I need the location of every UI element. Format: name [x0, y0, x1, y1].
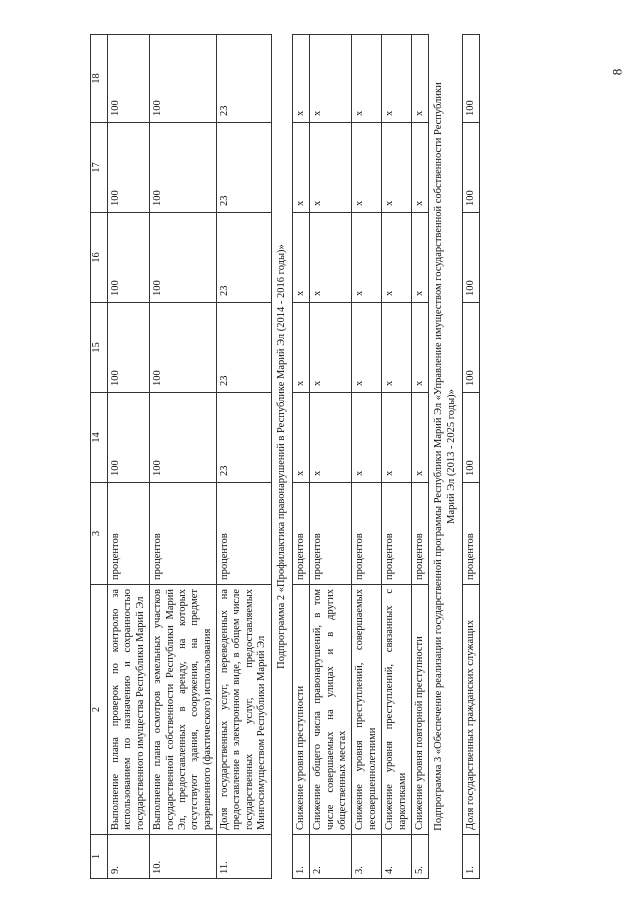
indicator-name: Доля государственных услуг, переведенных на предоставление в электронном виде, в общем числе государственных услуг, предоставляемых Мингосимуществом Республики Марий Эл — [217, 585, 272, 835]
value-cell-14: x — [352, 393, 382, 483]
row-number: 4. — [382, 835, 412, 879]
value-cell-17: x — [310, 123, 352, 213]
unit-cell: процентов — [217, 483, 272, 585]
indicator-name: Снижение уровня преступлений, связанных с наркотиками — [382, 585, 412, 835]
row-number: 9. — [108, 835, 150, 879]
unit-cell: процентов — [108, 483, 150, 585]
value-cell-16: x — [352, 213, 382, 303]
header-row — [91, 35, 108, 879]
subprogram-heading-row — [429, 35, 463, 879]
table-row — [382, 35, 412, 879]
row-number: 3. — [352, 835, 382, 879]
table-row — [217, 35, 272, 879]
table-row — [292, 35, 309, 879]
row-number: 1. — [463, 835, 480, 879]
indicator-name: Снижение общего числа правонарушений, в том числе совершаемых на улицах и в других общественных местах — [310, 585, 352, 835]
value-cell-18: 100 — [108, 35, 150, 123]
unit-cell: процентов — [463, 483, 480, 585]
unit-cell: процентов — [310, 483, 352, 585]
value-cell-14: 23 — [217, 393, 272, 483]
row-number: 5. — [411, 835, 428, 879]
subprogram-heading: Подпрограмма 2 «Профилактика правонарушений в Республике Марий Эл (2014 - 2016 годы)» — [271, 35, 292, 879]
indicator-name: Снижение уровня преступности — [292, 585, 309, 835]
value-cell-18: x — [292, 35, 309, 123]
value-cell-18: x — [352, 35, 382, 123]
table-row — [310, 35, 352, 879]
value-cell-15: x — [310, 303, 352, 393]
value-cell-15: 100 — [463, 303, 480, 393]
value-cell-15: 100 — [150, 303, 217, 393]
value-cell-17: 100 — [108, 123, 150, 213]
value-cell-17: x — [292, 123, 309, 213]
value-cell-16: 100 — [463, 213, 480, 303]
value-cell-16: 100 — [150, 213, 217, 303]
column-header: 1 — [91, 835, 108, 879]
value-cell-17: 100 — [463, 123, 480, 213]
value-cell-14: 100 — [463, 393, 480, 483]
value-cell-15: x — [352, 303, 382, 393]
indicator-name: Выполнение плана проверок по контролю за использованием по назначению и сохранностью государственного имущества Республики Марий Эл — [108, 585, 150, 835]
rotated-table-sheet — [90, 35, 610, 879]
table-row — [108, 35, 150, 879]
page-number: 8 — [609, 68, 625, 76]
unit-cell: процентов — [382, 483, 412, 585]
table-row — [411, 35, 428, 879]
column-header: 3 — [91, 483, 108, 585]
value-cell-15: x — [411, 303, 428, 393]
value-cell-14: x — [411, 393, 428, 483]
row-number: 11. — [217, 835, 272, 879]
value-cell-18: x — [382, 35, 412, 123]
value-cell-18: 100 — [463, 35, 480, 123]
unit-cell: процентов — [150, 483, 217, 585]
value-cell-15: 100 — [108, 303, 150, 393]
indicator-name: Снижение уровня преступлений, совершаемых несовершеннолетними — [352, 585, 382, 835]
indicator-name: Доля государственных гражданских служащих — [463, 585, 480, 835]
indicator-name: Снижение уровня повторной преступности — [411, 585, 428, 835]
value-cell-16: 100 — [108, 213, 150, 303]
table-row — [352, 35, 382, 879]
table-row — [150, 35, 217, 879]
value-cell-14: 100 — [108, 393, 150, 483]
value-cell-18: x — [310, 35, 352, 123]
unit-cell: процентов — [411, 483, 428, 585]
value-cell-15: x — [382, 303, 412, 393]
value-cell-15: 23 — [217, 303, 272, 393]
value-cell-17: 23 — [217, 123, 272, 213]
unit-cell: процентов — [352, 483, 382, 585]
value-cell-16: 23 — [217, 213, 272, 303]
table-row — [463, 35, 480, 879]
value-cell-16: x — [310, 213, 352, 303]
column-header: 18 — [91, 35, 108, 123]
column-header: 15 — [91, 303, 108, 393]
value-cell-18: 100 — [150, 35, 217, 123]
row-number: 2. — [310, 835, 352, 879]
value-cell-17: x — [411, 123, 428, 213]
value-cell-16: x — [292, 213, 309, 303]
subprogram-heading-row — [271, 35, 292, 879]
value-cell-16: x — [411, 213, 428, 303]
value-cell-14: 100 — [150, 393, 217, 483]
column-header: 2 — [91, 585, 108, 835]
indicator-name: Выполнение плана осмотров земельных участков государственной собственности Республики Марий Эл, предоставленных в аренду, на которых отсутствуют здания, сооружения, на предмет разрешенного (фактического) использования — [150, 585, 217, 835]
value-cell-18: 23 — [217, 35, 272, 123]
indicators-table — [90, 34, 480, 879]
subprogram-heading: Подпрограмма 3 «Обеспечение реализации государственной программы Республики Марий Эл «Управление имуществом государственной собственности Республики Марий Эл (2013 - 2025 годы)» — [429, 35, 463, 879]
column-header: 16 — [91, 213, 108, 303]
value-cell-15: x — [292, 303, 309, 393]
row-number: 10. — [150, 835, 217, 879]
value-cell-14: x — [310, 393, 352, 483]
unit-cell: процентов — [292, 483, 309, 585]
column-header: 14 — [91, 393, 108, 483]
value-cell-14: x — [292, 393, 309, 483]
value-cell-17: x — [382, 123, 412, 213]
value-cell-17: x — [352, 123, 382, 213]
value-cell-14: x — [382, 393, 412, 483]
value-cell-18: x — [411, 35, 428, 123]
row-number: 1. — [292, 835, 309, 879]
value-cell-17: 100 — [150, 123, 217, 213]
value-cell-16: x — [382, 213, 412, 303]
column-header: 17 — [91, 123, 108, 213]
